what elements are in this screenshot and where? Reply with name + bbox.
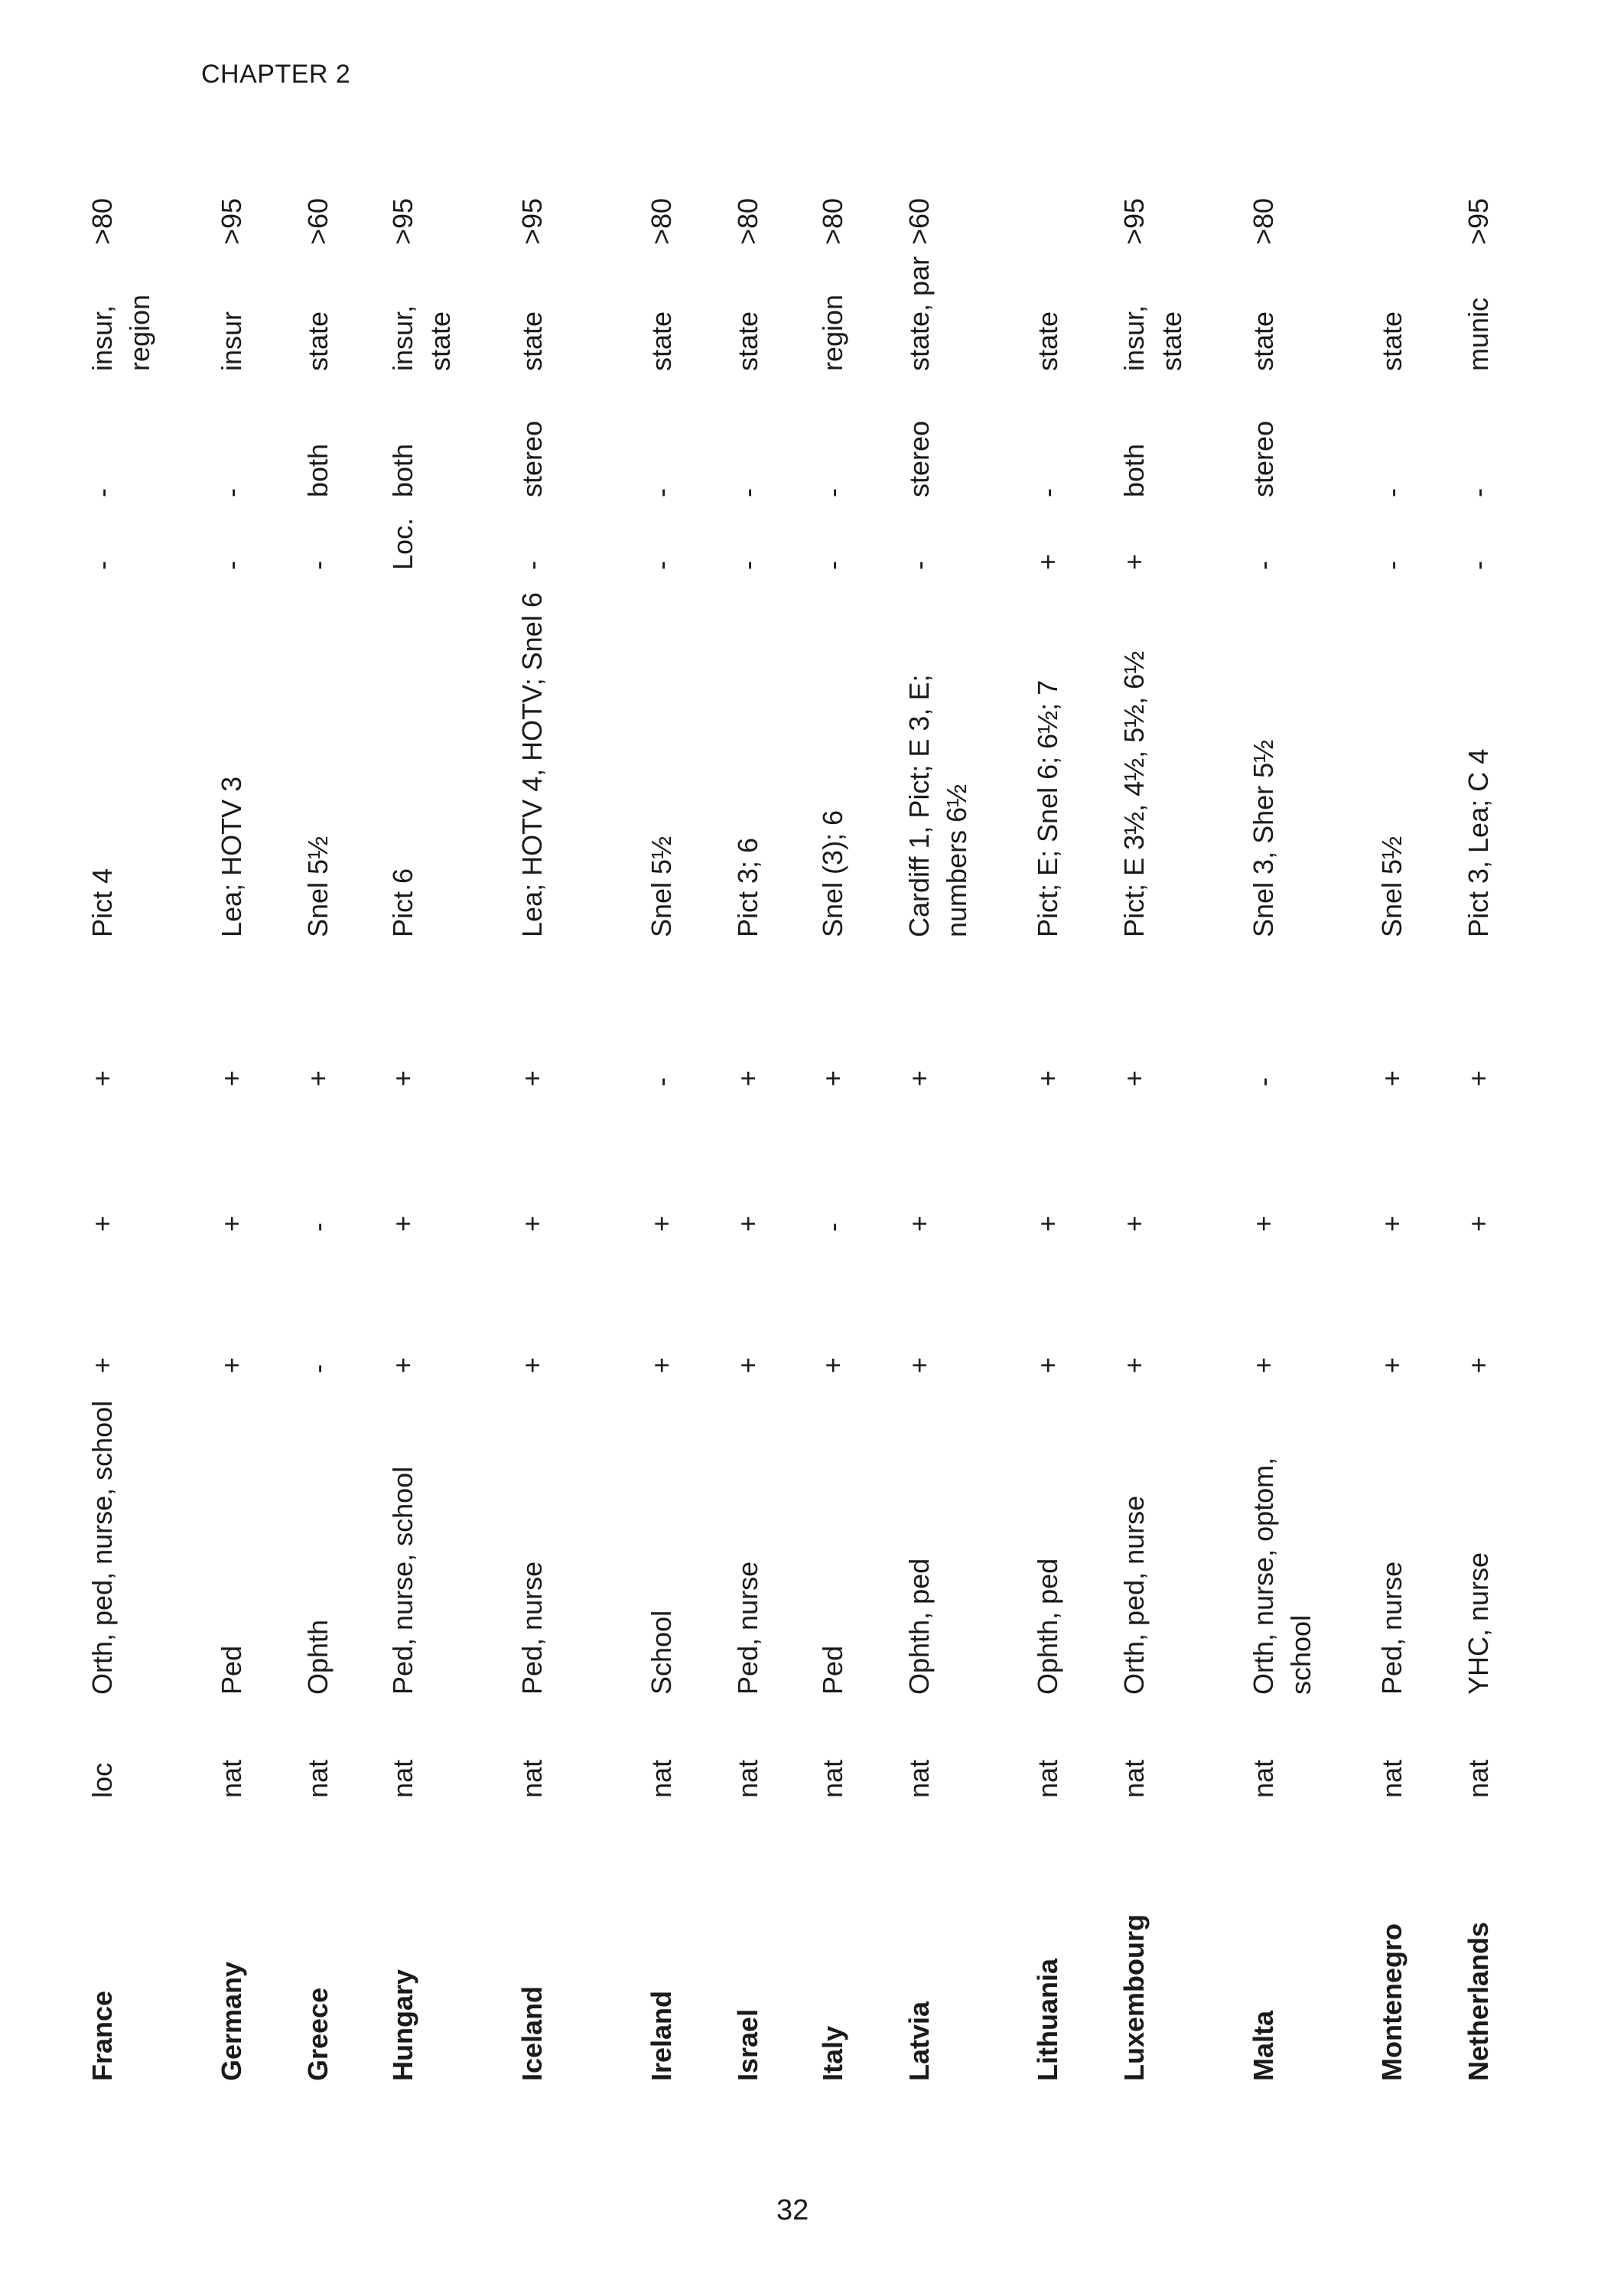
funding-cell: insur, state [387, 305, 456, 371]
table-row [730, 199, 815, 2081]
country-cell: Israel [732, 2008, 763, 2081]
country-cell: Latvia [903, 2001, 935, 2081]
test-cell: Pict; E 3½, 4½, 5½, 6½ [1118, 650, 1150, 937]
binocular-cell: - [1032, 488, 1063, 497]
level-cell: nat [387, 1759, 418, 1798]
binocular-cell: - [1463, 488, 1494, 497]
table-row [1116, 199, 1245, 2081]
funding-cell: state [1248, 311, 1279, 371]
mark-c-cell: - [646, 1077, 677, 1086]
test-cell: Snel 5½ [1376, 835, 1407, 937]
binocular-cell: - [817, 488, 848, 497]
test-cell: Pict 3, Lea; C 4 [1463, 748, 1494, 937]
test-cell: Snel (3); 6 [817, 809, 848, 937]
coverage-cell: >80 [86, 197, 118, 245]
coverage-cell: >80 [1248, 197, 1279, 245]
binocular-cell: stereo [516, 420, 548, 497]
mark-a-cell: + [646, 1356, 677, 1373]
funding-cell: insur [216, 311, 247, 371]
table-row [1374, 199, 1460, 2081]
performed-by-cell: Ophth, ped [1032, 1558, 1063, 1695]
mark-a-cell: + [1376, 1356, 1407, 1373]
mark-a-cell: + [1248, 1356, 1279, 1373]
performed-by-cell: School [646, 1610, 677, 1695]
test-cell: Lea; HOTV 4, HOTV; Snel 6 [516, 592, 548, 937]
mark-c-cell: + [302, 1070, 334, 1086]
mark-c-cell: + [516, 1070, 548, 1086]
performed-by-cell: Ped [216, 1645, 247, 1695]
performed-by-cell: YHC, nurse [1463, 1552, 1494, 1695]
test-cell: Pict; E; Snel 6; 6½; 7 [1032, 679, 1063, 937]
page-number: 32 [776, 2194, 809, 2226]
binocular-cell: both [1118, 443, 1150, 497]
level-cell: nat [216, 1759, 247, 1798]
loc-cell: - [817, 561, 848, 570]
mark-c-cell: + [86, 1070, 118, 1086]
performed-by-cell: Ophth, ped [903, 1558, 935, 1695]
table-row [213, 199, 300, 2081]
funding-cell: state [516, 311, 548, 371]
funding-cell: state [732, 311, 763, 371]
mark-b-cell: + [903, 1215, 935, 1232]
binocular-cell: - [216, 488, 247, 497]
country-cell: Ireland [646, 1990, 677, 2081]
coverage-cell: >80 [732, 197, 763, 245]
mark-a-cell: + [732, 1356, 763, 1373]
binocular-cell: both [302, 443, 334, 497]
table-row [815, 199, 901, 2081]
loc-cell: - [1376, 561, 1407, 570]
loc-cell: - [1248, 561, 1279, 570]
loc-cell: - [516, 561, 548, 570]
performed-by-cell: Orth, ped, nurse [1118, 1495, 1150, 1695]
loc-cell: - [903, 561, 935, 570]
country-cell: Germany [216, 1961, 247, 2081]
country-cell: Montenegro [1376, 1923, 1407, 2081]
mark-a-cell: + [216, 1356, 247, 1373]
mark-b-cell: + [1032, 1215, 1063, 1232]
level-cell: nat [516, 1759, 548, 1798]
mark-b-cell: + [1248, 1215, 1279, 1232]
mark-b-cell: + [86, 1215, 118, 1232]
level-cell: nat [1032, 1759, 1063, 1798]
country-cell: Netherlands [1463, 1921, 1494, 2081]
test-cell: Snel 5½ [302, 835, 334, 937]
mark-c-cell: + [216, 1070, 247, 1086]
mark-a-cell: + [817, 1356, 848, 1373]
binocular-cell: stereo [1248, 420, 1279, 497]
funding-cell: state [646, 311, 677, 371]
funding-cell: region [817, 294, 848, 371]
level-cell: nat [1463, 1759, 1494, 1798]
mark-b-cell: + [1118, 1215, 1150, 1232]
mark-c-cell: + [1376, 1070, 1407, 1086]
rotated-table-container [84, 197, 1507, 2081]
test-cell: Snel 5½ [646, 835, 677, 937]
table-row [1245, 199, 1374, 2081]
binocular-cell: stereo [903, 420, 935, 497]
level-cell: nat [817, 1759, 848, 1798]
table-row [643, 199, 730, 2081]
binocular-cell: - [732, 488, 763, 497]
mark-b-cell: + [216, 1215, 247, 1232]
performed-by-cell: Orth, ped, nurse, school [86, 1400, 118, 1695]
loc-cell: - [732, 561, 763, 570]
coverage-cell: >80 [817, 197, 848, 245]
screening-table [84, 199, 1547, 2081]
level-cell: nat [1118, 1759, 1150, 1798]
test-cell: Pict 3; 6 [732, 837, 763, 937]
table-body [84, 199, 1547, 2081]
test-cell: Cardiff 1, Pict; E 3, E; numbers 6½ [903, 674, 972, 937]
binocular-cell: both [387, 443, 418, 497]
country-cell: Malta [1248, 2010, 1279, 2081]
binocular-cell: - [1376, 488, 1407, 497]
level-cell: nat [1248, 1759, 1279, 1798]
performed-by-cell: Ped, nurse [732, 1561, 763, 1695]
chapter-header: CHAPTER 2 [201, 60, 351, 89]
test-cell: Pict 6 [387, 868, 418, 937]
table-row [514, 199, 643, 2081]
table-row [1030, 199, 1116, 2081]
performed-by-cell: Ped [817, 1645, 848, 1695]
performed-by-cell: Ped, nurse, school [387, 1466, 418, 1695]
level-cell: nat [903, 1759, 935, 1798]
funding-cell: munic [1463, 297, 1494, 371]
table-row [1460, 199, 1547, 2081]
mark-b-cell: - [302, 1223, 334, 1232]
mark-c-cell: + [1032, 1070, 1063, 1086]
table-row [84, 199, 213, 2081]
funding-cell: state [1376, 311, 1407, 371]
loc-cell: - [1463, 561, 1494, 570]
mark-c-cell: + [1463, 1070, 1494, 1086]
loc-cell: - [86, 561, 118, 570]
mark-c-cell: + [1118, 1070, 1150, 1086]
country-cell: Greece [302, 1987, 334, 2081]
loc-cell: + [1118, 553, 1150, 570]
mark-a-cell: + [1463, 1356, 1494, 1373]
coverage-cell [1030, 199, 1116, 245]
table-row [385, 199, 514, 2081]
table-row [901, 199, 1030, 2081]
level-cell: nat [646, 1759, 677, 1798]
mark-c-cell: - [1248, 1077, 1279, 1086]
loc-cell: - [646, 561, 677, 570]
mark-b-cell: + [1463, 1215, 1494, 1232]
test-cell: Pict 4 [86, 868, 118, 937]
country-cell: Iceland [516, 1985, 548, 2081]
country-cell: Luxembourg [1118, 1913, 1150, 2081]
performed-by-cell: Ped, nurse [516, 1561, 548, 1695]
mark-b-cell: + [516, 1215, 548, 1232]
coverage-cell: >60 [903, 197, 935, 245]
mark-a-cell: + [86, 1356, 118, 1373]
test-cell: Lea; HOTV 3 [216, 776, 247, 937]
mark-c-cell: + [817, 1070, 848, 1086]
performed-by-cell: Ophth [302, 1619, 334, 1695]
performed-by-cell: Orth, nurse, optom, school [1248, 1457, 1316, 1695]
mark-a-cell: + [1118, 1356, 1150, 1373]
coverage-cell: >95 [1118, 197, 1150, 245]
loc-cell: - [302, 561, 334, 570]
mark-c-cell: + [732, 1070, 763, 1086]
loc-cell: - [216, 561, 247, 570]
test-cell: Snel 3, Sher 5½ [1248, 739, 1279, 937]
funding-cell: insur, region [86, 294, 155, 371]
mark-b-cell: + [387, 1215, 418, 1232]
coverage-cell [1374, 199, 1460, 245]
mark-b-cell: + [732, 1215, 763, 1232]
coverage-cell: >60 [302, 197, 334, 245]
coverage-cell: >95 [387, 197, 418, 245]
binocular-cell: - [86, 488, 118, 497]
country-cell: Italy [817, 2025, 848, 2081]
mark-b-cell: + [646, 1215, 677, 1232]
coverage-cell: >80 [646, 197, 677, 245]
performed-by-cell: Ped, nurse [1376, 1561, 1407, 1695]
binocular-cell: - [646, 488, 677, 497]
coverage-cell: >95 [216, 197, 247, 245]
mark-a-cell: - [302, 1364, 334, 1373]
funding-cell: state [302, 311, 334, 371]
funding-cell: insur, state [1118, 305, 1187, 371]
coverage-cell: >95 [1463, 197, 1494, 245]
mark-a-cell: + [387, 1356, 418, 1373]
country-cell: France [86, 1990, 118, 2081]
mark-b-cell: + [1376, 1215, 1407, 1232]
table-row [300, 199, 385, 2081]
mark-c-cell: + [387, 1070, 418, 1086]
mark-b-cell: - [817, 1223, 848, 1232]
level-cell: nat [1376, 1759, 1407, 1798]
funding-cell: state, par [903, 256, 935, 371]
level-cell: nat [732, 1759, 763, 1798]
country-cell: Hungary [387, 1969, 418, 2081]
mark-a-cell: + [903, 1356, 935, 1373]
country-cell: Lithuania [1032, 1959, 1063, 2081]
loc-cell: Loc. [387, 517, 418, 570]
level-cell: loc [86, 1762, 118, 1798]
coverage-cell: >95 [516, 197, 548, 245]
level-cell: nat [302, 1759, 334, 1798]
mark-c-cell: + [903, 1070, 935, 1086]
funding-cell: state [1032, 311, 1063, 371]
mark-a-cell: + [1032, 1356, 1063, 1373]
mark-a-cell: + [516, 1356, 548, 1373]
loc-cell: + [1032, 553, 1063, 570]
